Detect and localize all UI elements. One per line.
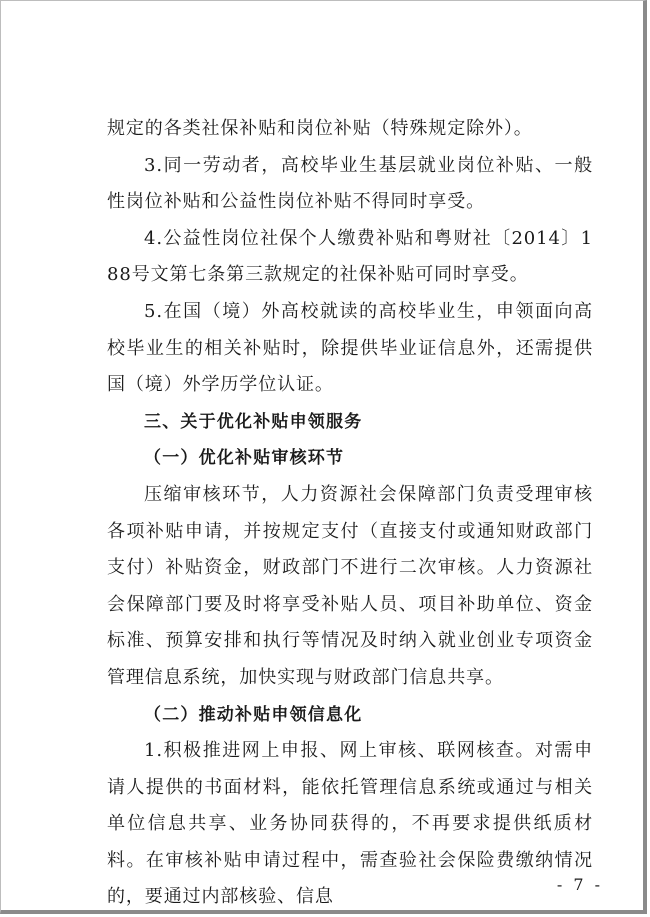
paragraph-continuation: 规定的各类社保补贴和岗位补贴（特殊规定除外）。 — [107, 118, 533, 139]
paragraph-optimize-review-body: 压缩审核环节，人力资源社会保障部门负责受理审核各项补贴申请，并按规定支付（直接支付或通知财政部门支付）补贴资金，财政部门不进行二次审核。人力资源社会保障部门要及时将享受补贴人员、项目补助单位、资金标准、预算安排和执行等情况及时纳入就业创业专项资金管理信息系统，加快实现与财政部门信息共享。 — [107, 483, 593, 688]
subsection-heading-optimize-review: （一）优化补贴审核环节 — [144, 448, 345, 469]
paragraph-item-5: 5.在国（境）外高校就读的高校毕业生，申领面向高校毕业生的相关补贴时，除提供毕业证信息外，还需提供国（境）外学历学位认证。 — [107, 300, 593, 396]
paragraph-item-4: 4.公益性岗位社保个人缴费补贴和粤财社〔2014〕188号文第七条第三款规定的社保补贴可同时享受。 — [107, 227, 593, 286]
section-heading-optimize-subsidy-service: 三、关于优化补贴申领服务 — [144, 411, 363, 432]
subsection-heading-informatization: （二）推动补贴申领信息化 — [144, 704, 363, 725]
paragraph-item-3: 3.同一劳动者，高校毕业生基层就业岗位补贴、一般性岗位补贴和公益性岗位补贴不得同时享受。 — [107, 154, 593, 213]
document-body — [107, 111, 593, 914]
page-number: - 7 - — [556, 875, 603, 894]
paragraph-informatization-item-1: 1.积极推进网上申报、网上审核、联网核查。对需申请人提供的书面材料，能依托管理信息系统或通过与相关单位信息共享、业务协同获得的，不再要求提供纸质材料。在审核补贴申请过程中，需查验社会保险费缴纳情况的，要通过内部核验、信息 — [107, 740, 593, 908]
